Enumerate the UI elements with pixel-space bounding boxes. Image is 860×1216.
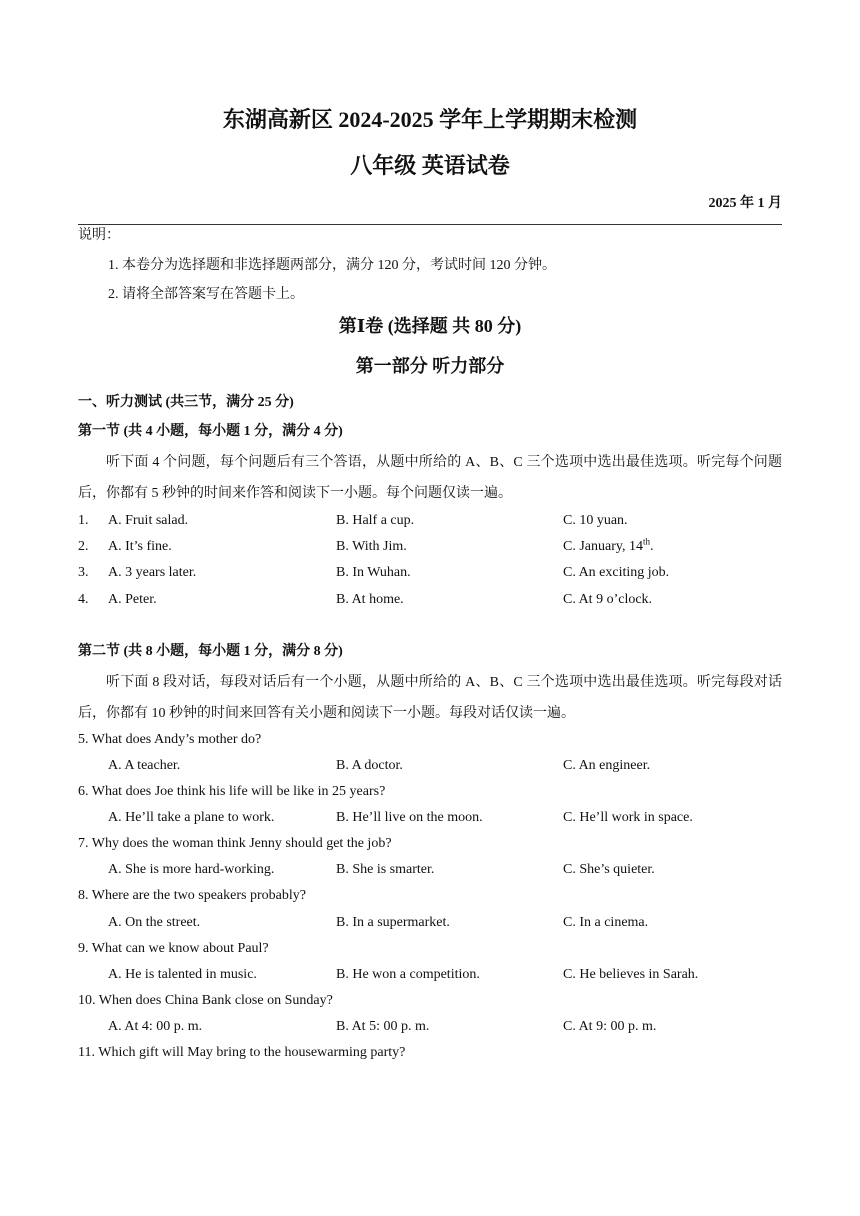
option-a: A. 3 years later. bbox=[108, 565, 197, 580]
option-c: C. He believes in Sarah. bbox=[563, 967, 699, 982]
option-b: B. She is smarter. bbox=[336, 862, 435, 877]
option-b: B. Half a cup. bbox=[336, 513, 415, 528]
option-a: A. Fruit salad. bbox=[108, 513, 189, 528]
section2-instructions: 听下面 8 段对话，每段对话后有一个小题，从题中所给的 A、B、C 三个选项中选出最佳选项。听完每段对话后，你都有 10 秒钟的时间来回答有关小题和阅读下一小题。每段对话仅读一遍。 bbox=[78, 675, 782, 721]
option-c: C. 10 yuan. bbox=[563, 513, 628, 528]
question-text: 8. Where are the two speakers probably? bbox=[78, 888, 306, 903]
option-b: B. At 5: 00 p. m. bbox=[336, 1019, 430, 1034]
option-c: C. An engineer. bbox=[563, 758, 651, 773]
option-b: B. In Wuhan. bbox=[336, 565, 411, 580]
section1-heading: 第一节 (共 4 小题，每小题 1 分，满分 4 分) bbox=[78, 424, 343, 439]
option-b: B. In a supermarket. bbox=[336, 915, 450, 930]
option-a: A. She is more hard-working. bbox=[108, 862, 275, 877]
option-a: A. On the street. bbox=[108, 915, 201, 930]
option-c: C. An exciting job. bbox=[563, 565, 670, 580]
option-c bbox=[563, 536, 654, 554]
question-text: 5. What does Andy’s mother do? bbox=[78, 732, 262, 747]
option-c-end: . bbox=[649, 539, 654, 554]
option-b: B. With Jim. bbox=[336, 539, 407, 554]
option-a: A. A teacher. bbox=[108, 758, 181, 773]
option-a: A. Peter. bbox=[108, 592, 157, 607]
option-c: C. At 9 o’clock. bbox=[563, 592, 653, 607]
option-a: A. He’ll take a plane to work. bbox=[108, 810, 275, 825]
volume-title: 第Ⅰ卷 (选择题 共 80 分) bbox=[338, 316, 522, 336]
option-a: A. At 4: 00 p. m. bbox=[108, 1019, 203, 1034]
option-a: A. He is talented in music. bbox=[108, 967, 257, 982]
part-title: 第一部分 听力部分 bbox=[355, 356, 505, 376]
option-c-text: C. January, 14 bbox=[563, 539, 643, 554]
ordinal-suffix: th bbox=[642, 536, 650, 547]
question-number: 4. bbox=[78, 592, 89, 607]
section1-instructions: 听下面 4 个问题，每个问题后有三个答语，从题中所给的 A、B、C 三个选项中选出最佳选项。听完每个问题后，你都有 5 秒钟的时间来作答和阅读下一小题。每个问题仅读一遍。 bbox=[78, 455, 782, 501]
option-c: C. In a cinema. bbox=[563, 915, 649, 930]
section-heading: 一、听力测试 (共三节，满分 25 分) bbox=[78, 395, 294, 410]
question-text: 7. Why does the woman think Jenny should get the job? bbox=[78, 836, 392, 851]
option-b: B. A doctor. bbox=[336, 758, 403, 773]
section2-heading: 第二节 (共 8 小题，每小题 1 分，满分 8 分) bbox=[78, 644, 343, 659]
question-text: 11. Which gift will May bring to the housewarming party? bbox=[78, 1045, 406, 1060]
option-c: C. At 9: 00 p. m. bbox=[563, 1019, 657, 1034]
notes-label: 说明： bbox=[78, 228, 120, 243]
option-c: C. She’s quieter. bbox=[563, 862, 655, 877]
exam-date: 2025 年 1 月 bbox=[708, 196, 782, 211]
option-a: A. It’s fine. bbox=[108, 539, 172, 554]
option-c: C. He’ll work in space. bbox=[563, 810, 693, 825]
note-item: 1. 本卷分为选择题和非选择题两部分，满分 120 分，考试时间 120 分钟。 bbox=[108, 258, 556, 273]
exam-title: 东湖高新区 2024-2025 学年上学期期末检测 bbox=[222, 107, 638, 132]
question-number: 3. bbox=[78, 565, 89, 580]
option-b: B. He won a competition. bbox=[336, 967, 480, 982]
question-number: 2. bbox=[78, 539, 89, 554]
question-text: 9. What can we know about Paul? bbox=[78, 941, 269, 956]
question-text: 10. When does China Bank close on Sunday? bbox=[78, 993, 333, 1008]
option-b: B. He’ll live on the moon. bbox=[336, 810, 483, 825]
option-b: B. At home. bbox=[336, 592, 404, 607]
header-divider bbox=[78, 224, 782, 225]
exam-subtitle: 八年级 英语试卷 bbox=[350, 153, 510, 178]
question-number: 1. bbox=[78, 513, 89, 528]
note-item: 2. 请将全部答案写在答题卡上。 bbox=[108, 287, 304, 302]
question-text: 6. What does Joe think his life will be like in 25 years? bbox=[78, 784, 386, 799]
